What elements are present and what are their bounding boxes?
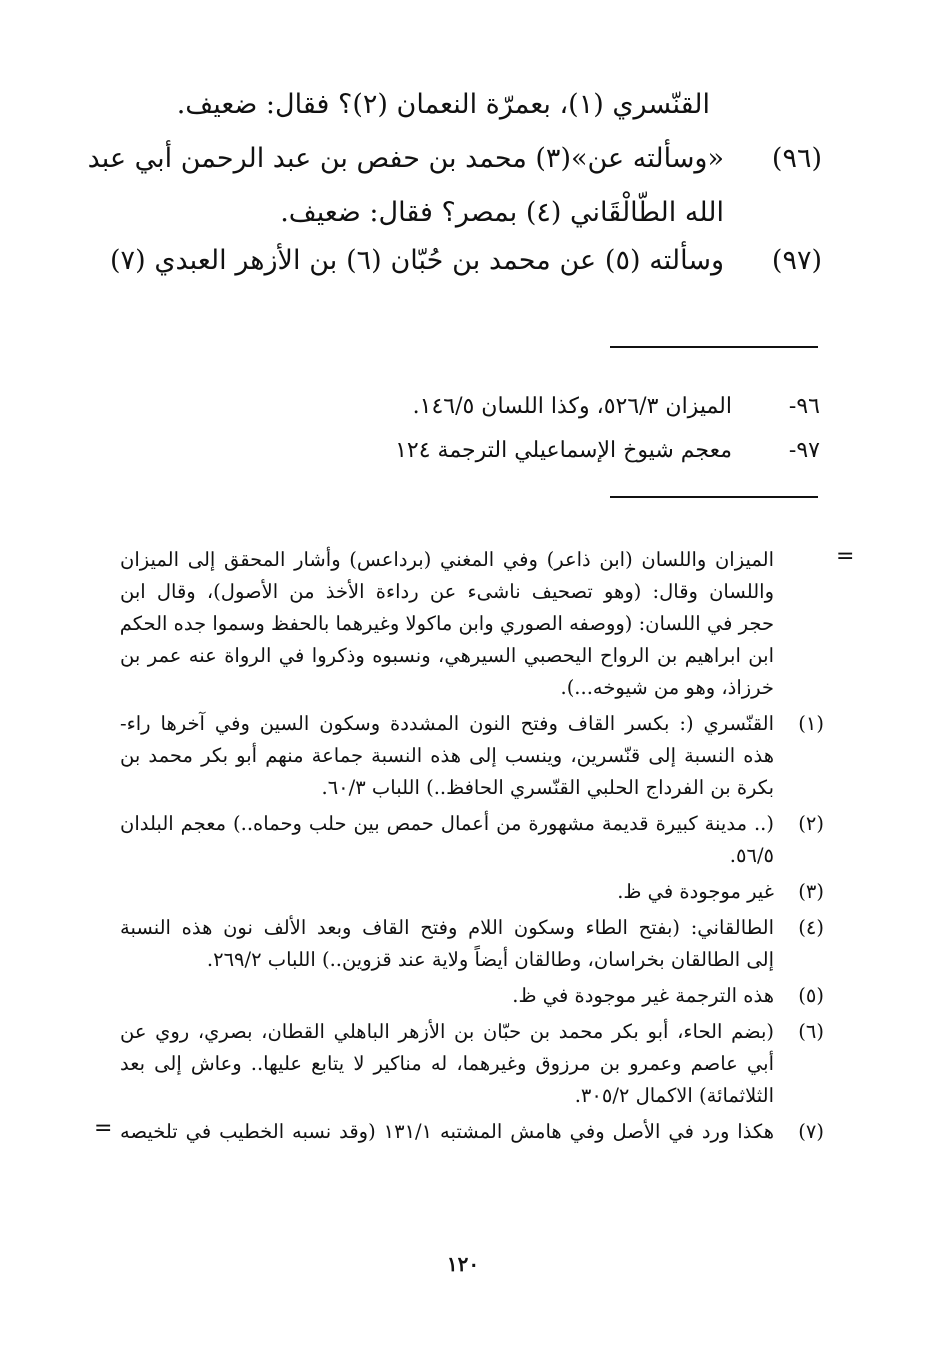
source-text: الميزان ٥٢٦/٣، وكذا اللسان ١٤٦/٥.: [412, 394, 732, 419]
footnote-number: (٤): [798, 916, 824, 939]
footnote-line: القنّسري (: بكسر القاف وفتح النون المشددة وسكون السين وفي آخرها راء-: [120, 712, 774, 735]
continuation-mark: =: [836, 544, 855, 569]
footnote-line: خرزاذ، وهو من شيوخه...).: [560, 676, 774, 699]
footnote-line: (بضم الحاء، أبو بكر محمد بن حبّان بن الأزهر الباهلي القطان، بصري، روي عن: [120, 1020, 774, 1043]
footnote-line: غير موجودة في ظ.: [617, 880, 774, 903]
entry-line: الله الطّالْقَاني (٤) بمصر؟ فقال: ضعيف.: [280, 197, 724, 228]
footnote-number: (٢): [798, 812, 824, 835]
entry-96: [87, 132, 822, 240]
source-number: ٩٧-: [788, 438, 820, 463]
footnote-line: الثلاثمائة) الاكمال ٣٠٥/٢.: [574, 1084, 774, 1107]
entry-line: وسألته (٥) عن محمد بن حُبّان (٦) بن الأزهر العبدي (٧): [110, 245, 725, 276]
footnote-number: (٧): [798, 1120, 824, 1143]
entry-97: [110, 234, 822, 288]
source-text: معجم شيوخ الإسماعيلي الترجمة ١٢٤: [395, 438, 732, 463]
source-number: ٩٦-: [788, 394, 820, 419]
entry-number: (٩٧): [771, 245, 822, 276]
footnote-line: إلى الطالقان بخراسان، وطالقان أيضاً ولاية عند قزوين..) اللباب ٢٦٩/٢.: [206, 948, 774, 971]
entry-line: «وسألته عن»(٣) محمد بن حفص بن عبد الرحمن أبي عبد: [87, 143, 724, 174]
footnote-line: (.. مدينة كبيرة قديمة مشهورة من أعمال حمص بين حلب وحماه..) معجم البلدان: [120, 812, 774, 835]
footnote-line: ابن ابراهيم بن الرواح اليحصبي السيرهي، ونسبوه وذكروا في الرواة عنه عمر بن: [120, 644, 774, 667]
footnote-line: هذه الترجمة غير موجودة في ظ.: [512, 984, 774, 1007]
footnote-line: بكرة بن الفرداج الحلبي القنّسري الحافظ..) اللباب ٦٠/٣.: [321, 776, 774, 799]
page-number: ١٢٠: [446, 1252, 480, 1276]
footnote-line: واللسان وقال: (وهو تصحيف ناشىء عن رداءة الأخذ من الأصول)، وقال ابن: [120, 580, 774, 603]
separator-rule: [610, 496, 818, 498]
continuation-mark: =: [94, 1116, 113, 1141]
footnotes: [120, 544, 824, 1234]
footnote-line: هكذا ورد في الأصل وفي هامش المشتبه ١٣١/١ (وقد نسبه الخطيب في تلخيصه: [120, 1120, 774, 1143]
footnote-line: الميزان واللسان (ابن ذاعر) وفي المغني (برداعس) وأشار المحقق إلى الميزان: [120, 548, 774, 571]
footnote-number: (٥): [798, 984, 824, 1007]
entry-number: (٩٦): [771, 143, 822, 174]
separator-rule: [610, 346, 818, 348]
main-text: [87, 78, 822, 288]
main-line-continuation: القنّسري (١)، بعمرّة النعمان (٢)؟ فقال: ضعيف.: [176, 89, 710, 120]
footnote-line: الطالقاني: (بفتح الطاء وسكون اللام وفتح القاف وبعد الألف نون هذه النسبة: [120, 916, 774, 939]
footnote-number: (٦): [798, 1020, 824, 1043]
footnote-line: حجر في اللسان: (ووصفه الصوري وابن ماكولا وغيرهما بالحفظ وسموا جده الحكم: [119, 612, 774, 635]
footnote-line: أبي عاصم وعمرو بن مرزوق وغيرهما، له مناكير لا يتابع عليها.. وعاش إلى بعد: [120, 1052, 774, 1075]
footnote-line: هذه النسبة إلى قنّسرين، وينسب إلى هذه النسبة جماعة منهم أبو بكر محمد بن: [120, 744, 774, 767]
footnote-number: (٣): [798, 880, 824, 903]
sources-list: [300, 388, 820, 468]
footnote-number: (١): [798, 712, 824, 735]
footnote-line: ٥٦/٥.: [729, 844, 774, 867]
